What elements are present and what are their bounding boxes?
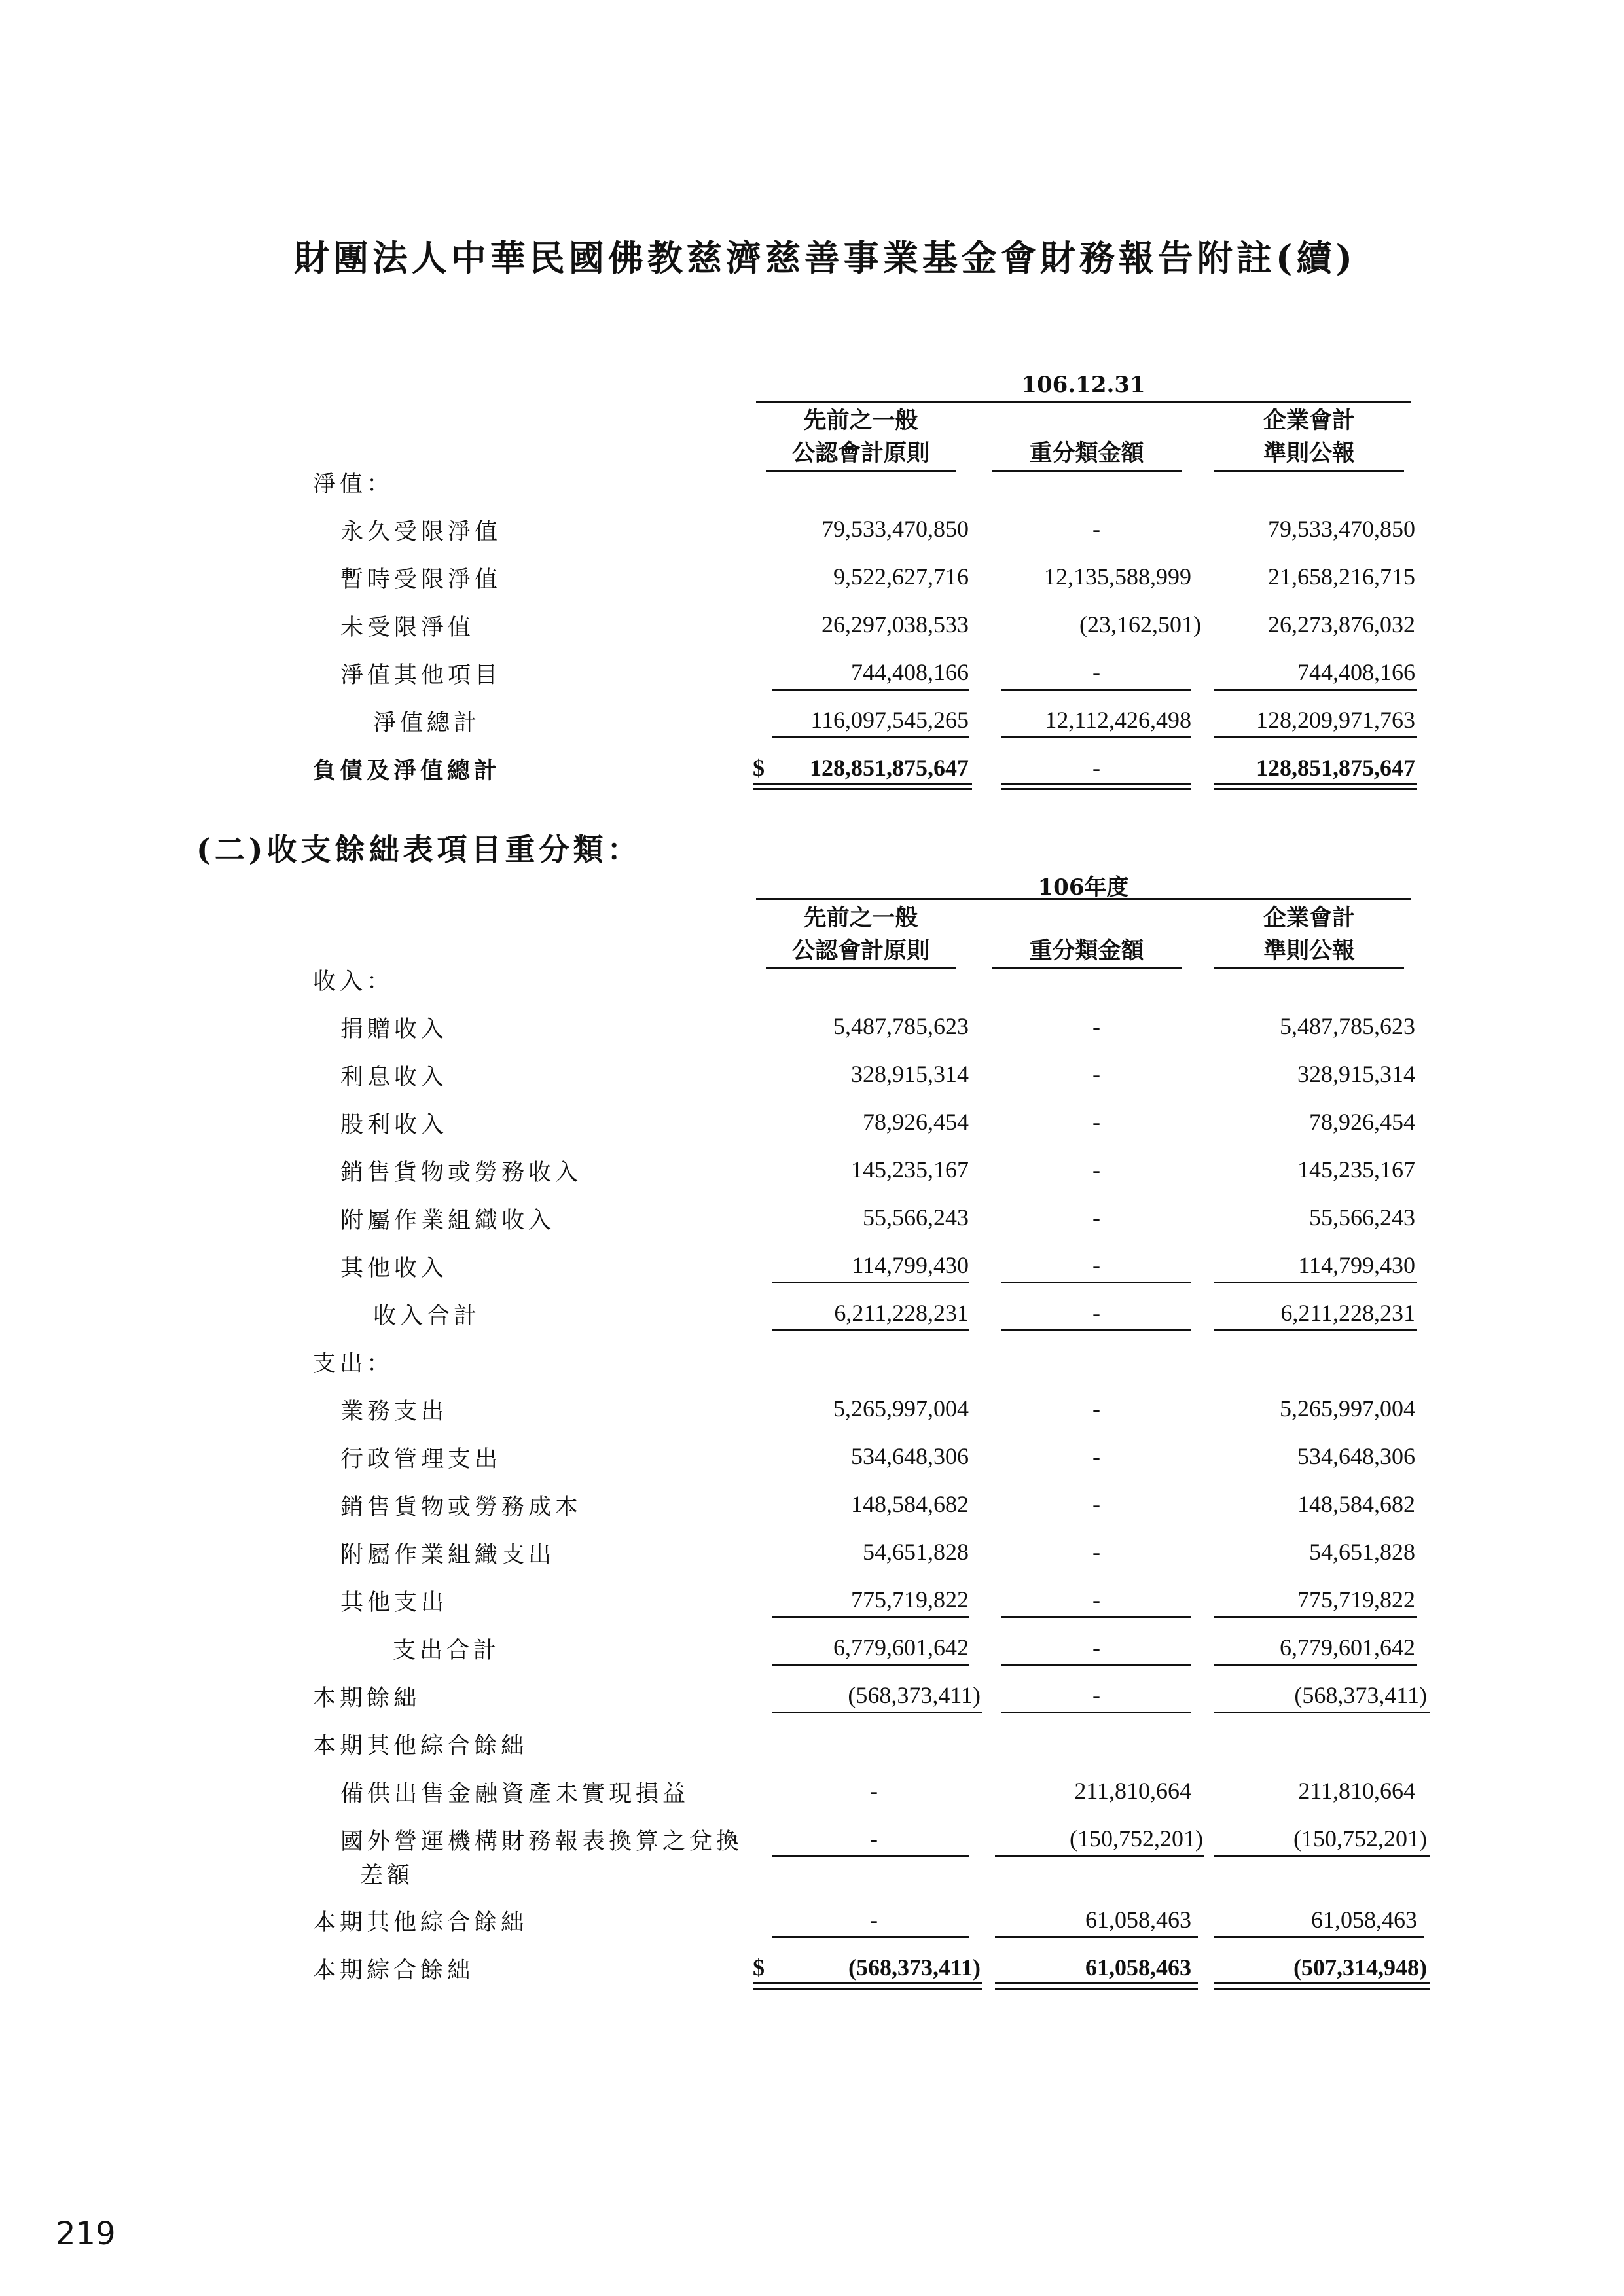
table1-row-label: 淨值其他項目 — [340, 662, 502, 689]
expense-row-c3: 5,265,997,004 — [1280, 1395, 1415, 1422]
table1-row-c2: - — [1092, 659, 1100, 685]
subtotal-rule — [1214, 1936, 1424, 1938]
total-double-rule — [1214, 1982, 1430, 1990]
income-row-c2: - — [1092, 1204, 1100, 1230]
table1-row-c2: 12,112,426,498 — [1045, 707, 1191, 733]
subtotal-rule — [1001, 1329, 1191, 1331]
expense-row-c1: 148,584,682 — [851, 1491, 969, 1517]
table1-row-c1: 744,408,166 — [851, 659, 969, 685]
table1-row-c2: 12,135,588,999 — [1044, 564, 1191, 590]
subtotal-rule — [772, 1616, 969, 1618]
income-row-label: 捐贈收入 — [340, 1016, 448, 1043]
subtotal-rule — [1001, 1712, 1191, 1713]
subtotal-rule — [1214, 1664, 1417, 1666]
income-row-c1: 78,926,454 — [863, 1109, 969, 1135]
section2-title: (二)收支餘絀表項目重分類： — [196, 832, 641, 867]
oci-total-c3: 61,058,463 — [1311, 1907, 1417, 1933]
oci-row-c3: 211,810,664 — [1298, 1778, 1415, 1804]
subtotal-rule — [772, 1855, 969, 1857]
expense-row-c2: - — [1092, 1539, 1100, 1565]
income-row-label: 利息收入 — [340, 1064, 448, 1090]
income-row-label: 其他收入 — [340, 1255, 448, 1282]
table2-col2-header: 重分類金額 — [992, 935, 1182, 969]
comprehensive-c1: (568,373,411) — [848, 1954, 981, 1981]
expense-row-c1: 54,651,828 — [863, 1539, 969, 1565]
table1-row-c1: 116,097,545,265 — [810, 707, 969, 733]
income-row-c2: - — [1092, 1157, 1100, 1183]
oci-row-label: 備供出售金融資產未實現損益 — [340, 1781, 690, 1807]
income-row-c1: 55,566,243 — [863, 1204, 969, 1230]
total-double-rule — [753, 783, 972, 790]
income-label: 收入： — [313, 969, 394, 995]
subtotal-rule — [1214, 1712, 1430, 1713]
table1-row-c3: 128,851,875,647 — [1256, 755, 1415, 781]
subtotal-rule — [1214, 1329, 1417, 1331]
table1-row-c1: 128,851,875,647 — [810, 755, 969, 781]
subtotal-rule — [1001, 1616, 1191, 1618]
table1-col2-header: 重分類金額 — [992, 437, 1182, 472]
expense-row-label: 支出合計 — [393, 1638, 501, 1664]
table1-row-c3: 26,273,876,032 — [1268, 611, 1415, 637]
expense-row-c3: 6,779,601,642 — [1280, 1634, 1415, 1660]
income-row-label: 附屬作業組織收入 — [340, 1208, 556, 1234]
subtotal-rule — [772, 1329, 969, 1331]
expense-row-c3: 148,584,682 — [1297, 1491, 1415, 1517]
expense-row-label: 行政管理支出 — [340, 1446, 502, 1473]
table1-row-c2: (23,162,501) — [1079, 611, 1201, 637]
expense-row-c2: - — [1092, 1491, 1100, 1517]
income-row-label: 股利收入 — [340, 1112, 448, 1138]
page-number: 219 — [56, 2215, 116, 2252]
oci-row-label-line2: 差額 — [360, 1863, 414, 1889]
income-row-c1: 5,487,785,623 — [833, 1013, 969, 1039]
total-double-rule — [995, 1982, 1198, 1990]
currency-symbol: $ — [753, 1954, 765, 1981]
subtotal-rule — [772, 1712, 982, 1713]
table2-top-rule — [756, 898, 1411, 900]
comprehensive-label: 本期綜合餘絀 — [313, 1958, 475, 1984]
income-row-c3: 114,799,430 — [1298, 1252, 1415, 1278]
table2-col1-header: 先前之一般 公認會計原則 — [766, 902, 956, 969]
income-row-c2: - — [1092, 1061, 1100, 1087]
table1-row-c3: 744,408,166 — [1297, 659, 1415, 685]
income-row-label: 收入合計 — [373, 1303, 481, 1329]
expense-row-label: 其他支出 — [340, 1590, 448, 1616]
income-row-c3: 5,487,785,623 — [1280, 1013, 1415, 1039]
income-row-c3: 6,211,228,231 — [1280, 1300, 1415, 1326]
oci-row-c1: - — [870, 1778, 878, 1804]
expense-row-c3: 54,651,828 — [1309, 1539, 1415, 1565]
subtotal-rule — [1001, 1282, 1191, 1283]
income-row-c3: 55,566,243 — [1309, 1204, 1415, 1230]
total-double-rule — [753, 1982, 982, 1990]
expense-row-label: 附屬作業組織支出 — [340, 1542, 556, 1568]
expense-row-label: 銷售貨物或勞務成本 — [340, 1494, 583, 1520]
oci-row-c1: - — [870, 1825, 878, 1852]
income-row-c1: 145,235,167 — [851, 1157, 969, 1183]
subtotal-rule — [1001, 736, 1191, 738]
subtotal-rule — [772, 1664, 969, 1666]
income-row-c2: - — [1092, 1109, 1100, 1135]
table2-col3-header: 企業會計 準則公報 — [1214, 902, 1404, 969]
income-row-c3: 145,235,167 — [1297, 1157, 1415, 1183]
expense-row-c1: 5,265,997,004 — [833, 1395, 969, 1422]
table1-row-c3: 128,209,971,763 — [1256, 707, 1415, 733]
income-row-label: 銷售貨物或勞務收入 — [340, 1160, 583, 1186]
table1-row-label: 永久受限淨值 — [340, 519, 502, 545]
surplus-c1: (568,373,411) — [848, 1682, 981, 1708]
table1-col3-header: 企業會計 準則公報 — [1214, 404, 1404, 472]
table1-col1-header: 先前之一般 公認會計原則 — [766, 404, 956, 472]
subtotal-rule — [1214, 1855, 1430, 1857]
expense-label: 支出： — [313, 1351, 394, 1377]
table1-row-c2: - — [1092, 516, 1100, 542]
subtotal-rule — [995, 1855, 1204, 1857]
subtotal-rule — [1214, 1282, 1417, 1283]
table1-row-label: 淨值總計 — [373, 710, 481, 736]
subtotal-rule — [772, 736, 969, 738]
income-row-c1: 114,799,430 — [852, 1252, 969, 1278]
expense-row-c2: - — [1092, 1634, 1100, 1660]
table1-row-c1: 9,522,627,716 — [833, 564, 969, 590]
income-row-c2: - — [1092, 1013, 1100, 1039]
page-title: 財團法人中華民國佛教慈濟慈善事業基金會財務報告附註(續) — [293, 237, 1357, 279]
subtotal-rule — [1001, 1664, 1191, 1666]
expense-row-c2: - — [1092, 1587, 1100, 1613]
expense-row-c1: 534,648,306 — [851, 1443, 969, 1469]
subtotal-rule — [1214, 1616, 1417, 1618]
oci-row-c3: (150,752,201) — [1293, 1825, 1427, 1852]
oci-total-c1: - — [870, 1907, 878, 1933]
table1-row-c2: - — [1092, 755, 1100, 781]
table1-row-c3: 21,658,216,715 — [1268, 564, 1415, 590]
expense-row-c1: 775,719,822 — [851, 1587, 969, 1613]
table1-row-label: 負債及淨值總計 — [313, 757, 501, 784]
expense-row-c1: 6,779,601,642 — [833, 1634, 969, 1660]
expense-row-label: 業務支出 — [340, 1399, 448, 1425]
oci-total-c2: 61,058,463 — [1085, 1907, 1191, 1933]
subtotal-rule — [1001, 689, 1191, 691]
oci-row-c2: 211,810,664 — [1074, 1778, 1191, 1804]
subtotal-rule — [1214, 689, 1417, 691]
comprehensive-c2: 61,058,463 — [1085, 1954, 1191, 1981]
oci-row-label-line1: 國外營運機構財務報表換算之兌換 — [340, 1829, 744, 1855]
table1-row-label: 未受限淨值 — [340, 615, 475, 641]
surplus-c3: (568,373,411) — [1294, 1682, 1427, 1708]
expense-row-c2: - — [1092, 1395, 1100, 1422]
expense-row-c3: 534,648,306 — [1297, 1443, 1415, 1469]
income-row-c1: 6,211,228,231 — [834, 1300, 969, 1326]
subtotal-rule — [1214, 736, 1417, 738]
comprehensive-c3: (507,314,948) — [1293, 1954, 1427, 1981]
table1-top-rule — [756, 401, 1411, 403]
table1-row-label: 暫時受限淨值 — [340, 567, 502, 593]
income-row-c2: - — [1092, 1252, 1100, 1278]
table1-row-c1: 26,297,038,533 — [821, 611, 969, 637]
table1-row-c3: 79,533,470,850 — [1268, 516, 1415, 542]
currency-symbol: $ — [753, 755, 765, 781]
income-row-c3: 78,926,454 — [1309, 1109, 1415, 1135]
total-double-rule — [1001, 783, 1191, 790]
total-double-rule — [1214, 783, 1417, 790]
surplus-label: 本期餘絀 — [313, 1685, 421, 1712]
subtotal-rule — [772, 1282, 969, 1283]
subtotal-rule — [772, 689, 969, 691]
oci-total-label: 本期其他綜合餘絀 — [313, 1910, 528, 1936]
income-row-c2: - — [1092, 1300, 1100, 1326]
expense-row-c2: - — [1092, 1443, 1100, 1469]
subtotal-rule — [772, 1936, 969, 1938]
net-assets-label: 淨值： — [313, 471, 394, 497]
table1-row-c1: 79,533,470,850 — [821, 516, 969, 542]
oci-row-c2: (150,752,201) — [1070, 1825, 1203, 1852]
oci-label: 本期其他綜合餘絀 — [313, 1733, 528, 1759]
surplus-c2: - — [1092, 1682, 1100, 1708]
subtotal-rule — [995, 1936, 1198, 1938]
income-row-c1: 328,915,314 — [851, 1061, 969, 1087]
table2-period: 106年度 — [1038, 874, 1129, 901]
income-row-c3: 328,915,314 — [1297, 1061, 1415, 1087]
expense-row-c3: 775,719,822 — [1297, 1587, 1415, 1613]
table1-period: 106.12.31 — [1021, 372, 1146, 398]
